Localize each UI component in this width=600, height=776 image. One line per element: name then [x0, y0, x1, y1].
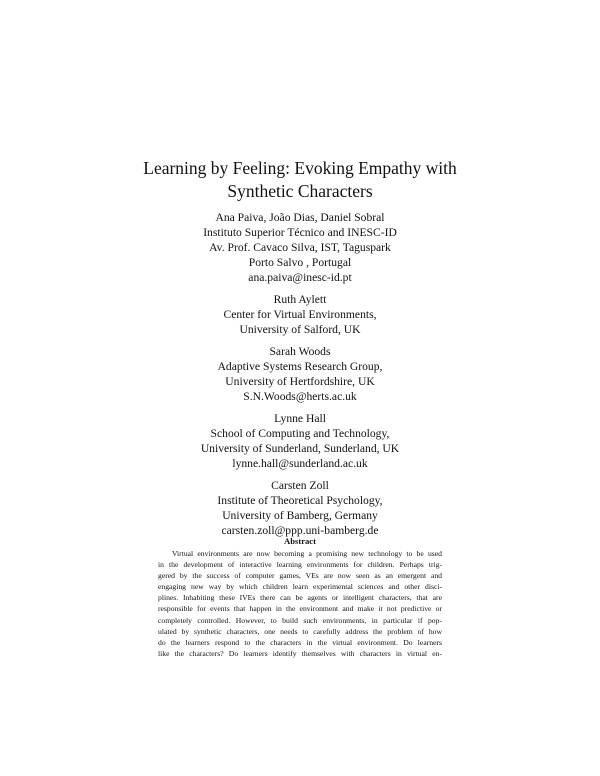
- author-affiliation: School of Computing and Technology,: [210, 427, 390, 440]
- abstract-line: ulated by synthetic characters, one needs to carefully address the problem of how: [158, 626, 442, 636]
- author-block-hall: [0, 411, 600, 471]
- abstract-line: Virtual environments are now becoming a promising new technology to be used: [172, 549, 442, 558]
- author-institution: University of Bamberg, Germany: [222, 509, 378, 522]
- author-name: Sarah Woods: [269, 345, 331, 358]
- title-line-1: Learning by Feeling: Evoking Empathy with: [143, 158, 457, 178]
- author-institution: University of Salford, UK: [239, 323, 361, 336]
- abstract-line: in the development of interactive learning environments for children. Perhaps trig-: [158, 560, 442, 570]
- author-affiliation: Adaptive Systems Research Group,: [217, 360, 383, 373]
- author-affiliation: Institute of Theoretical Psychology,: [217, 494, 383, 507]
- abstract-line: plines. Inhabiting these IVEs there can be agents or intelligent characters, that are: [158, 593, 442, 603]
- author-block-woods: [0, 344, 600, 404]
- author-email: carsten.zoll@ppp.uni-bamberg.de: [221, 524, 379, 537]
- author-institution: University of Hertfordshire, UK: [225, 375, 375, 388]
- author-affiliation: Center for Virtual Environments,: [223, 308, 377, 321]
- paper-title: [0, 157, 600, 203]
- abstract-line: engaging new way by which children learn experimental sciences and other disci-: [158, 582, 442, 592]
- abstract-heading: Abstract: [284, 536, 316, 546]
- author-address: Av. Prof. Cavaco Silva, IST, Taguspark: [209, 241, 391, 254]
- author-names: Ana Paiva, João Dias, Daniel Sobral: [215, 211, 385, 224]
- author-name: Ruth Aylett: [273, 293, 327, 306]
- author-affiliation: Instituto Superior Técnico and INESC-ID: [203, 226, 397, 239]
- author-email: lynne.hall@sunderland.ac.uk: [232, 457, 368, 470]
- author-email: ana.paiva@inesc-id.pt: [248, 271, 352, 284]
- author-email: S.N.Woods@herts.ac.uk: [243, 390, 357, 403]
- author-institution: University of Sunderland, Sunderland, UK: [200, 442, 400, 455]
- abstract-line: responsible for events that happen in the environment and make it not predictive or: [158, 604, 442, 614]
- author-block-aylett: [0, 292, 600, 337]
- author-name: Lynne Hall: [274, 412, 326, 425]
- author-location: Porto Salvo , Portugal: [248, 256, 352, 269]
- author-block-zoll: [0, 478, 600, 538]
- abstract-line: like the characters? Do learners identify themselves with characters in virtual en-: [158, 648, 442, 658]
- abstract-line: do the learners respond to the characters in the virtual environment. Do learners: [158, 637, 442, 647]
- abstract-line: completely controlled. However, to build such environments, in particular if pop-: [158, 615, 442, 625]
- author-name: Carsten Zoll: [271, 479, 329, 492]
- abstract-body: [158, 548, 442, 659]
- author-list: [0, 210, 600, 545]
- author-block-paiva: [0, 210, 600, 285]
- abstract-line: gered by the success of computer games, VEs are now seen as an emergent and: [158, 571, 442, 581]
- title-line-2: Synthetic Characters: [227, 181, 373, 201]
